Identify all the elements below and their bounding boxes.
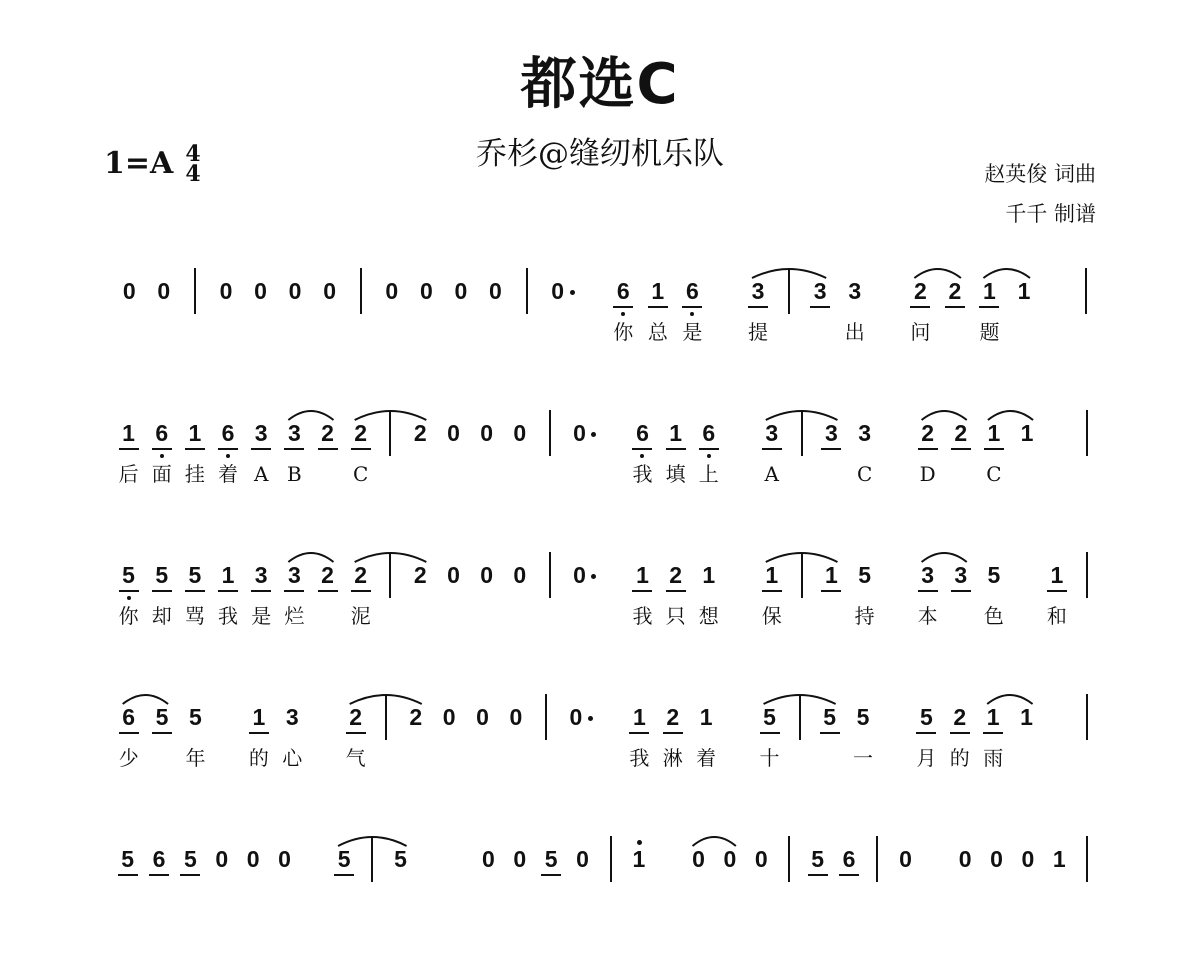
note: 2 — [354, 562, 368, 588]
note: 3 — [254, 562, 268, 588]
tie-arc — [983, 269, 1030, 278]
note: 3 — [954, 562, 968, 588]
note: 5 — [155, 704, 169, 730]
note: 0 — [219, 278, 233, 304]
barline — [788, 268, 790, 314]
barline — [876, 836, 878, 882]
lyric-syllable: 是 — [682, 320, 703, 344]
lyric-syllable: 却 — [151, 604, 172, 628]
barline — [801, 410, 803, 456]
eighth-underline — [666, 448, 686, 450]
eighth-underline — [839, 874, 859, 876]
note: 5 — [121, 846, 135, 872]
lyric-syllable: 心 — [282, 746, 303, 770]
note: 0 — [958, 846, 972, 872]
lyric-syllable: C — [986, 462, 1002, 486]
lyric-syllable: 想 — [698, 604, 719, 628]
eighth-underline — [180, 874, 200, 876]
barline — [801, 552, 803, 598]
lyric-syllable: 你 — [118, 604, 139, 628]
lyric-syllable: 我 — [629, 746, 650, 770]
lyric-syllable: 气 — [345, 746, 366, 770]
note: 1 — [651, 278, 665, 304]
lyric-syllable: 面 — [151, 462, 172, 486]
note: 1 — [1020, 420, 1034, 446]
tie-arc — [914, 269, 961, 278]
barline — [1086, 410, 1088, 456]
tie-arc — [922, 411, 967, 420]
note: 2 — [913, 278, 927, 304]
lyric-syllable: 提 — [748, 320, 768, 344]
barline — [545, 694, 547, 740]
eighth-underline — [351, 448, 371, 450]
note: 3 — [287, 562, 301, 588]
time-signature-top: 4 — [185, 141, 201, 167]
lyric-syllable: 一 — [853, 746, 873, 770]
lyric-syllable: 问 — [910, 320, 931, 344]
eighth-underline — [910, 306, 930, 308]
note: 2 — [953, 704, 967, 730]
note: 1 — [987, 420, 1001, 446]
note: 1 — [122, 420, 135, 446]
note: 6 — [702, 420, 716, 446]
note: 3 — [751, 278, 765, 304]
tie-arc — [987, 695, 1032, 704]
note: 3 — [813, 278, 827, 304]
lyric-syllable: 本 — [917, 604, 938, 628]
barline — [389, 552, 391, 598]
eighth-underline — [318, 448, 338, 450]
eighth-underline — [185, 448, 205, 450]
eighth-underline — [346, 732, 366, 734]
eighth-underline — [808, 874, 828, 876]
note: 3 — [858, 420, 871, 446]
barline — [194, 268, 196, 314]
eighth-underline — [916, 732, 936, 734]
lyric-syllable: 十 — [759, 746, 780, 770]
tie-arc — [288, 553, 333, 562]
note: 5 — [920, 704, 933, 730]
eighth-underline — [945, 306, 965, 308]
note: 5 — [189, 704, 202, 730]
note: 5 — [763, 704, 776, 730]
note: 1 — [252, 704, 266, 730]
note: 1 — [1017, 278, 1031, 304]
eighth-underline — [666, 590, 686, 592]
lyric-syllable: 只 — [665, 604, 686, 628]
lyric-syllable: C — [856, 462, 873, 486]
note: 0 — [513, 846, 527, 872]
tie-arc — [922, 553, 967, 562]
low-octave-dot — [226, 454, 230, 458]
eighth-underline — [118, 874, 138, 876]
lyric-syllable: 烂 — [284, 604, 305, 628]
note: 0 — [754, 846, 768, 872]
barline — [1085, 268, 1087, 314]
note: 0 — [692, 846, 705, 872]
lyric-syllable: 少 — [118, 746, 139, 770]
eighth-underline — [318, 590, 338, 592]
lyric-syllable: B — [286, 462, 302, 486]
tie-arc — [988, 411, 1033, 420]
barline — [610, 836, 612, 882]
note: 2 — [413, 562, 427, 588]
system-4 — [0, 694, 1200, 814]
note: 0 — [513, 420, 527, 446]
note: 0 — [288, 278, 302, 304]
note: 1 — [699, 704, 713, 730]
note: 0 — [481, 846, 495, 872]
eighth-underline — [983, 732, 1003, 734]
barline — [526, 268, 528, 314]
lyric-syllable: 的 — [949, 746, 970, 770]
note: 0 — [573, 420, 586, 446]
note: 1 — [986, 704, 1000, 730]
lyric-syllable: 填 — [665, 462, 686, 486]
system-1 — [0, 268, 1200, 388]
eighth-underline — [152, 448, 172, 450]
barline — [1086, 694, 1088, 740]
lyric-syllable: 着 — [218, 462, 239, 486]
lyric-syllable: 挂 — [184, 462, 205, 486]
note: 0 — [246, 846, 260, 872]
note: 1 — [1050, 562, 1064, 588]
eighth-underline — [119, 732, 139, 734]
note: 1 — [1020, 704, 1033, 730]
lyric-syllable: 持 — [854, 604, 875, 628]
key-signature: 1=A — [104, 146, 174, 181]
note: 2 — [354, 420, 368, 446]
eighth-underline — [152, 732, 172, 734]
eighth-underline — [284, 448, 304, 450]
augmentation-dot — [588, 716, 593, 721]
eighth-underline — [918, 590, 938, 592]
eighth-underline — [663, 732, 683, 734]
note: 5 — [856, 704, 870, 730]
eighth-underline — [251, 590, 271, 592]
eighth-underline — [218, 448, 238, 450]
note: 2 — [669, 562, 682, 588]
note: 0 — [447, 420, 460, 446]
transcriber: 千千 制谱 — [1005, 202, 1096, 226]
barline — [788, 836, 790, 882]
lyric-syllable: 骂 — [184, 604, 205, 628]
lyricist-composer: 赵英俊 词曲 — [984, 162, 1096, 186]
lyric-syllable: 我 — [632, 462, 653, 486]
note: 1 — [983, 278, 996, 304]
note: 6 — [122, 704, 136, 730]
eighth-underline — [810, 306, 830, 308]
note: 1 — [765, 562, 779, 588]
note: 3 — [921, 562, 934, 588]
eighth-underline — [762, 448, 782, 450]
note: 3 — [825, 420, 838, 446]
song-title: 都选C — [520, 52, 680, 117]
note: 0 — [447, 562, 460, 588]
eighth-underline — [821, 448, 841, 450]
note: 0 — [480, 420, 494, 446]
note: 0 — [254, 278, 267, 304]
note: 0 — [278, 846, 291, 872]
eighth-underline — [682, 306, 702, 308]
note: 3 — [254, 420, 268, 446]
lyric-syllable: 着 — [696, 746, 717, 770]
eighth-underline — [152, 590, 172, 592]
eighth-underline — [748, 306, 768, 308]
time-signature — [182, 141, 204, 187]
note: 0 — [122, 278, 136, 304]
eighth-underline — [760, 732, 780, 734]
note: 5 — [811, 846, 825, 872]
eighth-underline — [249, 732, 269, 734]
note: 2 — [666, 704, 680, 730]
eighth-underline — [648, 306, 668, 308]
note: 6 — [842, 846, 856, 872]
eighth-underline — [820, 732, 840, 734]
barline — [385, 694, 387, 740]
note: 0 — [723, 846, 737, 872]
note: 0 — [489, 278, 502, 304]
note: 5 — [122, 562, 135, 588]
eighth-underline — [284, 590, 304, 592]
eighth-underline — [119, 590, 139, 592]
lyric-syllable: 你 — [613, 320, 634, 344]
lyric-syllable: 月 — [916, 746, 937, 770]
lyric-syllable: 年 — [185, 746, 206, 770]
note: 5 — [858, 562, 871, 588]
eighth-underline — [629, 732, 649, 734]
eighth-underline — [632, 448, 652, 450]
barline — [799, 694, 801, 740]
note: 2 — [409, 704, 423, 730]
lyric-syllable: 色 — [983, 604, 1004, 628]
note: 1 — [1052, 846, 1066, 872]
note: 2 — [321, 420, 334, 446]
note: 0 — [509, 704, 523, 730]
note: 0 — [476, 704, 489, 730]
eighth-underline — [1047, 590, 1067, 592]
note: 5 — [184, 846, 197, 872]
song-artist: 乔杉@缝纫机乐队 — [476, 136, 724, 172]
note: 6 — [221, 420, 235, 446]
eighth-underline — [185, 590, 205, 592]
low-octave-dot — [127, 596, 131, 600]
lyric-syllable: A — [764, 462, 779, 486]
note: 1 — [702, 562, 716, 588]
barline — [549, 410, 551, 456]
note: 2 — [413, 420, 427, 446]
lyric-syllable: 我 — [218, 604, 239, 628]
note: 5 — [155, 562, 169, 588]
eighth-underline — [821, 590, 841, 592]
note: 6 — [616, 278, 630, 304]
low-octave-dot — [160, 454, 164, 458]
eighth-underline — [918, 448, 938, 450]
barline — [549, 552, 551, 598]
note: 1 — [636, 562, 649, 588]
lyric-syllable: 上 — [698, 462, 719, 486]
note: 0 — [215, 846, 229, 872]
note: 3 — [285, 704, 299, 730]
lyric-syllable: 泥 — [350, 604, 371, 628]
note: 2 — [921, 420, 934, 446]
lyric-syllable: 题 — [979, 320, 1000, 344]
note: 0 — [157, 278, 171, 304]
note: 3 — [287, 420, 301, 446]
note: 1 — [632, 846, 646, 872]
note: 3 — [848, 278, 862, 304]
note: 0 — [323, 278, 337, 304]
note: 1 — [221, 562, 235, 588]
tie-arc — [693, 837, 736, 846]
eighth-underline — [541, 874, 561, 876]
barline — [371, 836, 373, 882]
lyric-syllable: 总 — [647, 320, 668, 344]
note: 2 — [948, 278, 962, 304]
note: 0 — [576, 846, 589, 872]
note: 1 — [632, 704, 646, 730]
eighth-underline — [762, 590, 782, 592]
lyric-syllable: A — [253, 462, 269, 486]
lyric-syllable: 的 — [248, 746, 269, 770]
eighth-underline — [984, 448, 1004, 450]
note: 5 — [987, 562, 1001, 588]
note: 2 — [954, 420, 968, 446]
eighth-underline — [218, 590, 238, 592]
barline — [389, 410, 391, 456]
note: 0 — [990, 846, 1003, 872]
eighth-underline — [951, 590, 971, 592]
eighth-underline — [613, 306, 633, 308]
lyric-syllable: 淋 — [662, 746, 683, 770]
note: 5 — [188, 562, 202, 588]
note: 0 — [385, 278, 399, 304]
tie-arc — [123, 695, 168, 704]
lyric-syllable: 雨 — [983, 746, 1004, 770]
time-signature-bottom: 4 — [185, 161, 201, 187]
note: 0 — [573, 562, 586, 588]
note: 0 — [513, 562, 527, 588]
note: 1 — [669, 420, 682, 446]
system-5 — [0, 836, 1200, 956]
lyric-syllable: 保 — [761, 604, 782, 628]
note: 0 — [1021, 846, 1035, 872]
eighth-underline — [979, 306, 999, 308]
eighth-underline — [119, 448, 139, 450]
eighth-underline — [950, 732, 970, 734]
tie-arc — [288, 411, 333, 420]
note: 3 — [765, 420, 779, 446]
note: 5 — [337, 846, 351, 872]
barline — [1086, 552, 1088, 598]
note: 0 — [569, 704, 583, 730]
lyric-syllable: D — [919, 462, 936, 486]
low-octave-dot — [707, 454, 711, 458]
eighth-underline — [632, 590, 652, 592]
note: 0 — [480, 562, 494, 588]
note: 0 — [454, 278, 468, 304]
high-octave-dot — [637, 840, 642, 845]
note: 5 — [544, 846, 558, 872]
note: 0 — [419, 278, 433, 304]
note: 0 — [442, 704, 456, 730]
note: 0 — [551, 278, 565, 304]
lyric-syllable: C — [353, 462, 369, 486]
lyric-syllable: 和 — [1046, 604, 1067, 628]
eighth-underline — [951, 448, 971, 450]
note: 6 — [636, 420, 649, 446]
note: 5 — [823, 704, 837, 730]
augmentation-dot — [570, 290, 575, 295]
note: 6 — [685, 278, 699, 304]
barline — [1086, 836, 1088, 882]
eighth-underline — [699, 448, 719, 450]
note: 1 — [188, 420, 202, 446]
system-2 — [0, 410, 1200, 530]
barline — [360, 268, 362, 314]
lyric-syllable: 出 — [844, 320, 865, 344]
note: 6 — [155, 420, 169, 446]
lyric-syllable: 后 — [118, 462, 139, 486]
lyric-syllable: 是 — [251, 604, 272, 628]
eighth-underline — [334, 874, 354, 876]
note: 2 — [321, 562, 334, 588]
note: 2 — [349, 704, 363, 730]
eighth-underline — [251, 448, 271, 450]
note: 1 — [825, 562, 838, 588]
note: 6 — [152, 846, 166, 872]
note: 5 — [394, 846, 407, 872]
eighth-underline — [149, 874, 169, 876]
eighth-underline — [351, 590, 371, 592]
system-3 — [0, 552, 1200, 672]
note: 0 — [899, 846, 912, 872]
lyric-syllable: 我 — [632, 604, 653, 628]
